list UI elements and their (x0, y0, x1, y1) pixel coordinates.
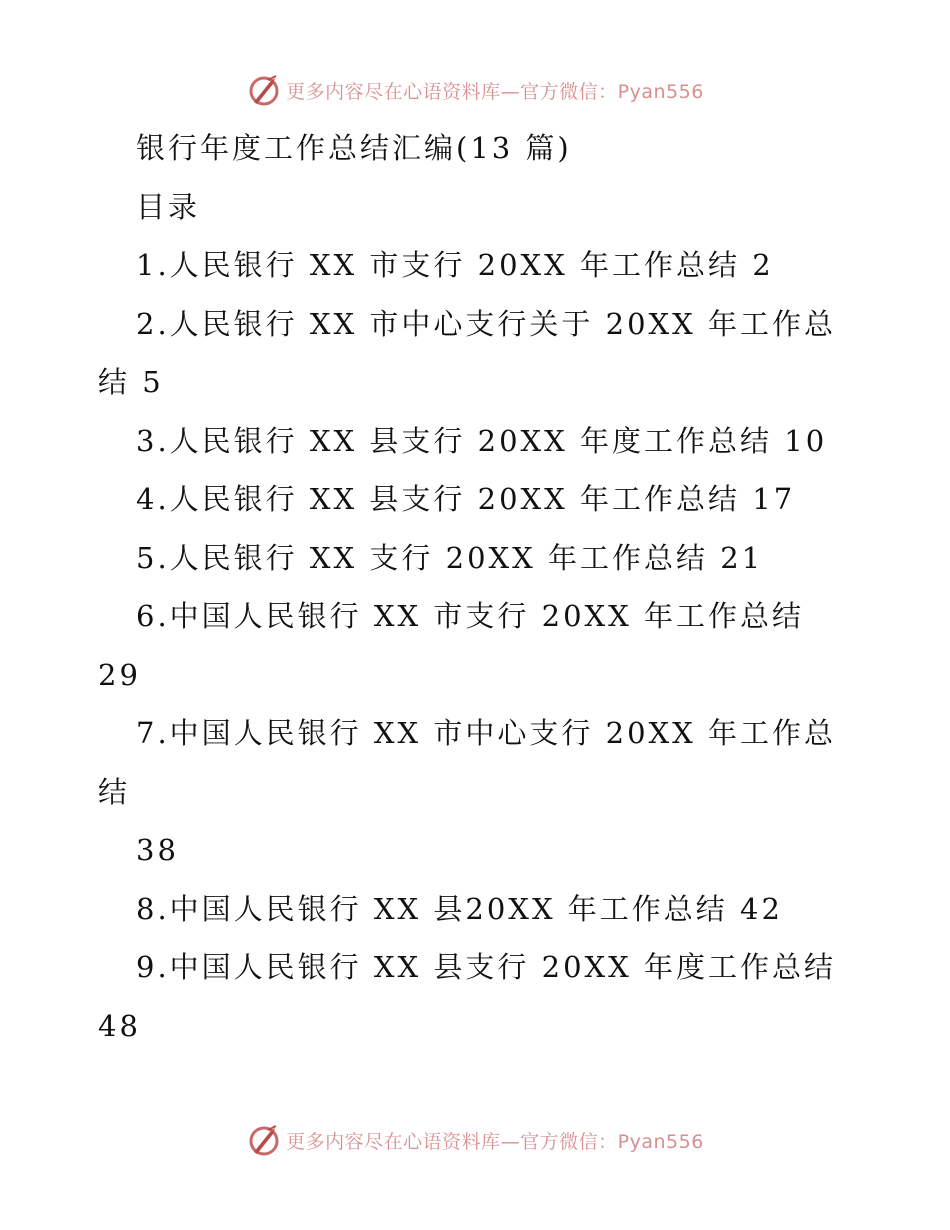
document-body (98, 119, 858, 1055)
document-title: 银行年度工作总结汇编(13 篇) (136, 131, 572, 165)
watermark-text: 更多内容尽在心语资料库—官方微信：Pyan556 (286, 80, 704, 103)
toc-entry-5: 5.人民银行 XX 支行 20XX 年工作总结 21 (136, 540, 764, 575)
toc-entry-4: 4.人民银行 XX 县支行 20XX 年工作总结 17 (136, 482, 796, 516)
header-watermark (0, 70, 950, 110)
toc-entry-7-page: 38 (136, 833, 179, 867)
toc-entry-7-continued: 结 (98, 774, 131, 809)
toc-entry-1: 1.人民银行 XX 市支行 20XX 年工作总结 2 (136, 248, 774, 282)
toc-entry-9-page: 48 (98, 1008, 141, 1043)
toc-entry-6: 6.中国人民银行 XX 市支行 20XX 年工作总结 (136, 599, 805, 633)
quill-pen-logo-icon (246, 1122, 282, 1158)
toc-entry-8: 8.中国人民银行 XX 县20XX 年工作总结 42 (136, 891, 783, 926)
toc-entry-3: 3.人民银行 XX 县支行 20XX 年度工作总结 10 (136, 423, 828, 458)
toc-entry-6-page: 29 (98, 657, 141, 692)
toc-entry-7: 7.中国人民银行 XX 市中心支行 20XX 年工作总 (136, 716, 837, 750)
quill-pen-logo-icon (246, 72, 282, 108)
footer-watermark (0, 1120, 950, 1160)
toc-entry-2: 2.人民银行 XX 市中心支行关于 20XX 年工作总 (136, 306, 837, 341)
toc-heading: 目录 (136, 189, 201, 224)
toc-entry-9: 9.中国人民银行 XX 县支行 20XX 年度工作总结 (136, 950, 837, 984)
watermark-text: 更多内容尽在心语资料库—官方微信：Pyan556 (286, 1130, 704, 1153)
toc-entry-2-continued: 结 5 (98, 365, 164, 399)
